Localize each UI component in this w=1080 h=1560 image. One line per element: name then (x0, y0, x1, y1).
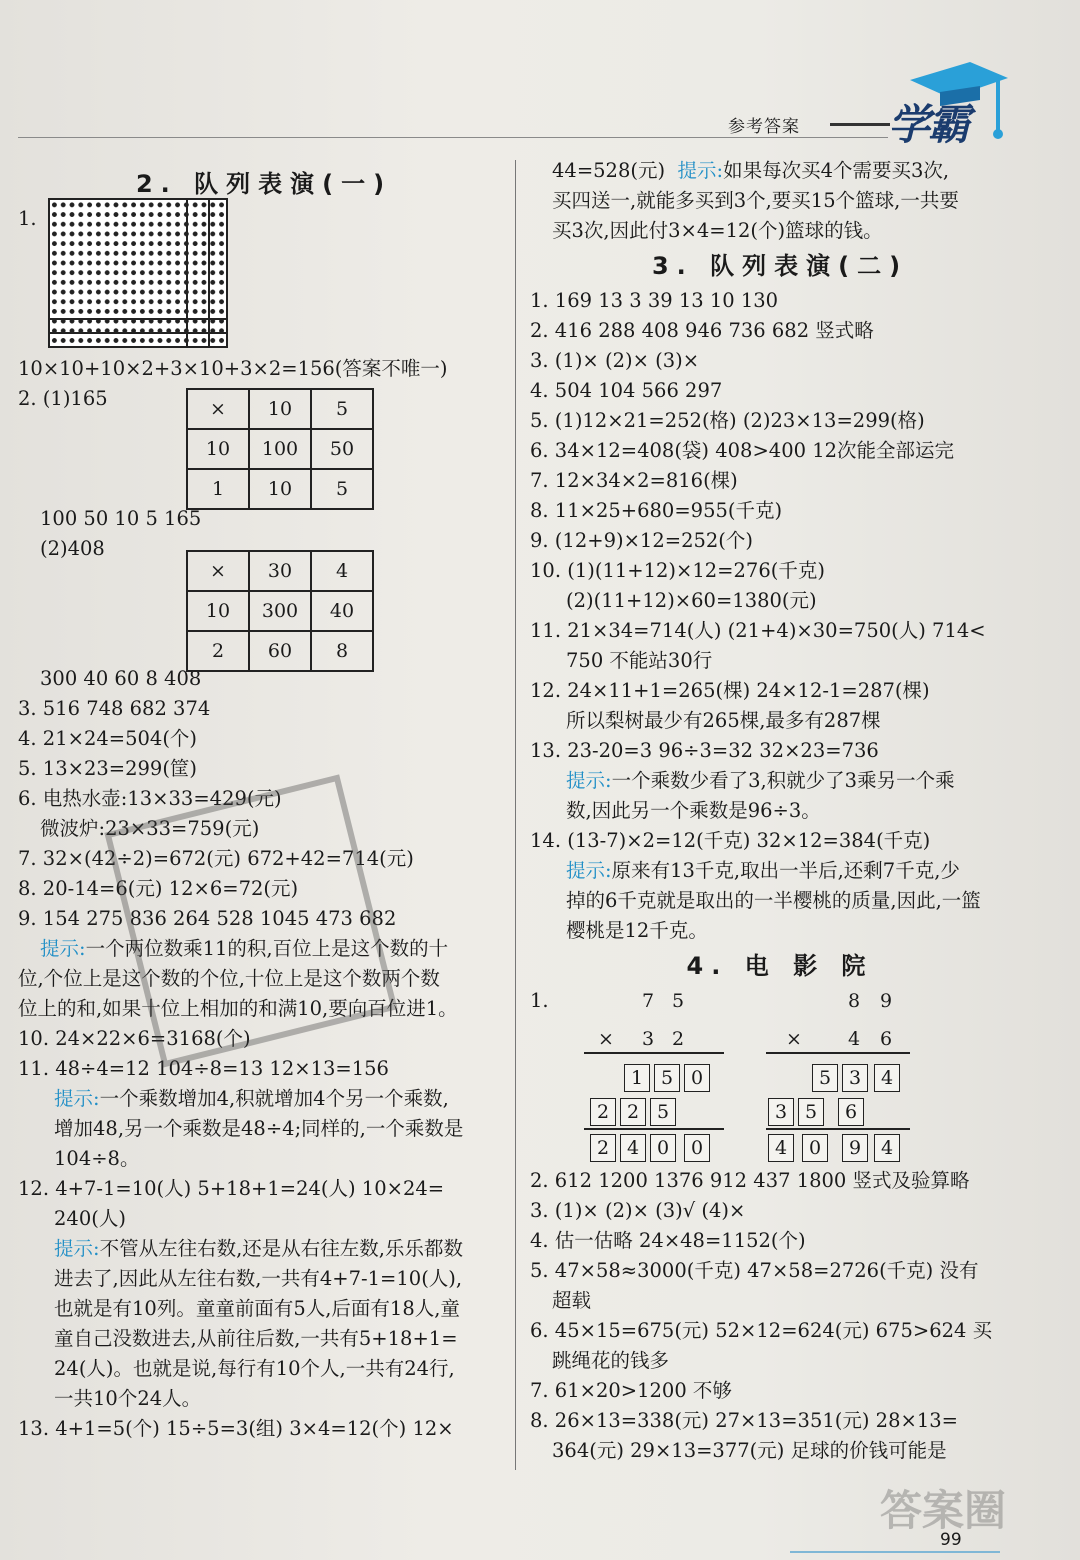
answer-line: 2. 612 1200 1376 912 437 1800 竖式及验算略 (530, 1169, 970, 1192)
times-sign: × (598, 1028, 614, 1050)
section-3-title: 3. 队列表演(二) (651, 252, 909, 280)
table-cell: 10 (187, 591, 249, 631)
answer-line: 11. 21×34=714(人) (21+4)×30=750(人) 714< (530, 619, 986, 642)
digit-box: 9 (842, 1134, 868, 1162)
digit-box: 5 (798, 1098, 824, 1126)
digit-box: 2 (590, 1134, 616, 1162)
answer-line: (2)(11+12)×60=1380(元) (566, 589, 817, 612)
header-rule (18, 137, 888, 138)
multiplication-table-1 (186, 388, 374, 510)
table-cell: 40 (311, 591, 373, 631)
table-cell: × (187, 389, 249, 429)
digit-box: 5 (812, 1064, 838, 1092)
table-cell: 10 (187, 429, 249, 469)
table-cell: 50 (311, 429, 373, 469)
hint-label: 提示: (40, 937, 86, 960)
digit-box: 3 (768, 1098, 794, 1126)
digit: 4 (847, 1028, 861, 1050)
page-number: 99 (940, 1530, 962, 1550)
answer-line: 4. 估一估略 24×48=1152(个) (530, 1229, 806, 1252)
answer-line: 7. 32×(42÷2)=672(元) 672+42=714(元) (18, 847, 414, 870)
digit: 7 (641, 990, 655, 1012)
answer-line: 3. 516 748 682 374 (18, 697, 211, 720)
answer-line: 11. 48÷4=12 104÷8=13 12×13=156 (18, 1057, 389, 1080)
answer-line: 5. 13×23=299(筐) (18, 757, 198, 780)
hint-text: 位上的和,如果十位上相加的和满10,要向百位进1。 (18, 997, 458, 1020)
table-cell: 30 (249, 551, 311, 591)
calc-rule (584, 1128, 724, 1130)
answer-line: 5. 47×58≈3000(千克) 47×58=2726(千克) 没有 (530, 1259, 979, 1282)
hint-text: 买3次,因此付3×4=12(个)篮球的钱。 (552, 219, 883, 242)
digit-box: 3 (842, 1064, 868, 1092)
hint-text: 也就是有10列。童童前面有5人,后面有18人,童 (54, 1297, 460, 1320)
table-cell: 5 (311, 389, 373, 429)
continued-line (530, 156, 1030, 186)
digit: 2 (671, 1028, 685, 1050)
answer-line: 6. 45×15=675(元) 52×12=624(元) 675>624 买 (530, 1319, 993, 1342)
answer-line: 7. 61×20>1200 不够 (530, 1379, 732, 1402)
digit-box: 0 (802, 1134, 828, 1162)
digit-box: 0 (650, 1134, 676, 1162)
digit-box: 4 (768, 1134, 794, 1162)
calc-rule (766, 1052, 910, 1054)
answer-line: 12. 4+7-1=10(人) 5+18+1=24(人) 10×24= (18, 1177, 445, 1200)
digit-box: 1 (624, 1064, 650, 1092)
calc-rule (766, 1128, 910, 1130)
hint-text: 原来有13千克,取出一半后,还剩7千克,少 (611, 859, 960, 882)
right-column (530, 156, 1030, 1466)
hint-label: 提示: (566, 769, 612, 792)
answer-line: 750 不能站30行 (566, 649, 713, 672)
hint-13 (530, 766, 1030, 796)
digit: 6 (879, 1028, 893, 1050)
hint-text: 24(人)。也就是说,每行有10个人,一共有24行, (54, 1357, 455, 1380)
answer-line: 10. 24×22×6=3168(个) (18, 1027, 251, 1050)
answer-text: 44=528(元) (552, 159, 666, 182)
table-cell: 2 (187, 631, 249, 671)
digit-box: 5 (654, 1064, 680, 1092)
dot-grid-divider (208, 198, 210, 348)
answer-line: 8. 26×13=338(元) 27×13=351(元) 28×13= (530, 1409, 958, 1432)
digit-box: 2 (620, 1098, 646, 1126)
digit-box: 0 (684, 1064, 710, 1092)
hint-label: 提示: (54, 1087, 100, 1110)
answer-line: 跳绳花的钱多 (552, 1349, 670, 1372)
table-cell: 300 (249, 591, 311, 631)
answer-line: 7. 12×34×2=816(棵) (530, 469, 738, 492)
q2-part2: (2)408 (40, 537, 105, 560)
digit-box: 6 (838, 1098, 864, 1126)
hint-label: 提示: (677, 159, 724, 182)
answer-line: 6. 34×12=408(袋) 408>400 12次能全部运完 (530, 439, 955, 462)
answer-line: 1. 169 13 3 39 13 10 130 (530, 289, 779, 312)
answer-line: 8. 11×25+680=955(千克) (530, 499, 783, 522)
hint-14 (530, 856, 1030, 886)
answer-line: 5. (1)12×21=252(格) (2)23×13=299(格) (530, 409, 925, 432)
answer-line: 10. (1)(11+12)×12=276(千克) (530, 559, 825, 582)
hint-text: 位,个位上是这个数的个位,十位上是这个数两个数 (18, 967, 440, 990)
page-footer-rule (790, 1551, 1000, 1553)
header-label: 参考答案 (728, 117, 800, 137)
hint-text: 一个乘数少看了3,积就少了3乘另一个乘 (611, 769, 955, 792)
hint-text: 进去了,因此从左往右数,一共有4+7-1=10(人), (54, 1267, 463, 1290)
digit: 9 (879, 990, 893, 1012)
section-4-title: 4. 电 影 院 (686, 952, 874, 980)
answer-line: 2. 416 288 408 946 736 682 竖式略 (530, 319, 874, 342)
digit: 8 (847, 990, 861, 1012)
dot-grid-divider (186, 198, 188, 348)
hint-text: 一个两位数乘11的积,百位上是这个数的十 (85, 937, 449, 960)
hint-text: 104÷8。 (54, 1147, 140, 1170)
table-cell: 4 (311, 551, 373, 591)
dot-grid-divider (48, 332, 228, 334)
answer-line: 3. (1)× (2)× (3)√ (4)× (530, 1199, 746, 1222)
hint-text: 买四送一,就能多买到3个,要买15个篮球,一共要 (552, 189, 959, 212)
answer-line: 9. 154 275 836 264 528 1045 473 682 (18, 907, 397, 930)
dot-grid-figure (48, 198, 228, 348)
hint-text: 不管从左往右数,还是从右往左数,乐乐都数 (99, 1237, 463, 1260)
hint-text: 童自己没数进去,从前往后数,一共有5+18+1= (54, 1327, 458, 1350)
times-sign: × (786, 1028, 802, 1050)
answer-line: 13. 4+1=5(个) 15÷5=3(组) 3×4=12(个) 12× (18, 1417, 454, 1440)
digit: 5 (671, 990, 685, 1012)
answer-line: 12. 24×11+1=265(棵) 24×12-1=287(棵) (530, 679, 930, 702)
table-cell: × (187, 551, 249, 591)
watermark-text: 答案圈 (880, 1486, 1007, 1535)
hint-text: 一个乘数增加4,积就增加4个另一个乘数, (99, 1087, 449, 1110)
hint-text: 一共10个24人。 (54, 1387, 202, 1410)
table-cell: 1 (187, 469, 249, 509)
q2-part1: 2. (1)165 (18, 387, 108, 410)
hint-label: 提示: (54, 1237, 100, 1260)
hint-text: 如果每次买4个需要买3次, (723, 159, 950, 182)
hint-11 (18, 1084, 510, 1114)
answer-line: 13. 23-20=3 96÷3=32 32×23=736 (530, 739, 879, 762)
calc-rule (584, 1052, 724, 1054)
column-divider (515, 160, 516, 1470)
answer-line: 4. 504 104 566 297 (530, 379, 723, 402)
answer-line: 6. 电热水壶:13×33=429(元) (18, 787, 282, 810)
hint-label: 提示: (566, 859, 612, 882)
table-cell: 8 (311, 631, 373, 671)
table-cell: 100 (249, 429, 311, 469)
answer-line: 微波炉:23×33=759(元) (40, 817, 260, 840)
digit: 3 (641, 1028, 655, 1050)
digit-box: 0 (684, 1134, 710, 1162)
table-cell: 5 (311, 469, 373, 509)
q1-formula: 10×10+10×2+3×10+3×2=156(答案不唯一) (18, 357, 448, 380)
digit-box: 4 (874, 1064, 900, 1092)
hint-text: 数,因此另一个乘数是96÷3。 (566, 799, 821, 822)
answer-line: 240(人) (54, 1207, 126, 1230)
digit-box: 5 (650, 1098, 676, 1126)
answer-line: 9. (12+9)×12=252(个) (530, 529, 754, 552)
multiplication-table-2 (186, 550, 374, 672)
answer-line: 超载 (552, 1289, 592, 1312)
digit-box: 2 (590, 1098, 616, 1126)
answer-line: 所以梨树最少有265棵,最多有287棵 (566, 709, 881, 732)
q1-number: 1. (18, 207, 37, 230)
hint-12 (18, 1234, 510, 1264)
hint-text: 掉的6千克就是取出的一半樱桃的质量,因此,一篮 (566, 889, 981, 912)
logo-text: 学霸 (888, 100, 969, 149)
answer-line: 3. (1)× (2)× (3)× (530, 349, 700, 372)
q2-answer1: 100 50 10 5 165 (40, 507, 202, 530)
dot-grid-divider (48, 318, 228, 320)
answer-line: 364(元) 29×13=377(元) 足球的价钱可能是 (552, 1439, 947, 1462)
answer-line: 4. 21×24=504(个) (18, 727, 198, 750)
hint-text: 樱桃是12千克。 (566, 919, 708, 942)
q1-number: 1. (530, 989, 549, 1012)
answer-line: 8. 20-14=6(元) 12×6=72(元) (18, 877, 299, 900)
section-2-title: 2. 队列表演(一) (135, 170, 393, 198)
table-cell: 10 (249, 389, 311, 429)
q2-answer2: 300 40 60 8 408 (40, 667, 202, 690)
hint-text: 增加48,另一个乘数是48÷4;同样的,一个乘数是 (54, 1117, 464, 1140)
table-cell: 10 (249, 469, 311, 509)
table-cell: 60 (249, 631, 311, 671)
digit-box: 4 (620, 1134, 646, 1162)
answer-line: 14. (13-7)×2=12(千克) 32×12=384(千克) (530, 829, 931, 852)
digit-box: 4 (874, 1134, 900, 1162)
